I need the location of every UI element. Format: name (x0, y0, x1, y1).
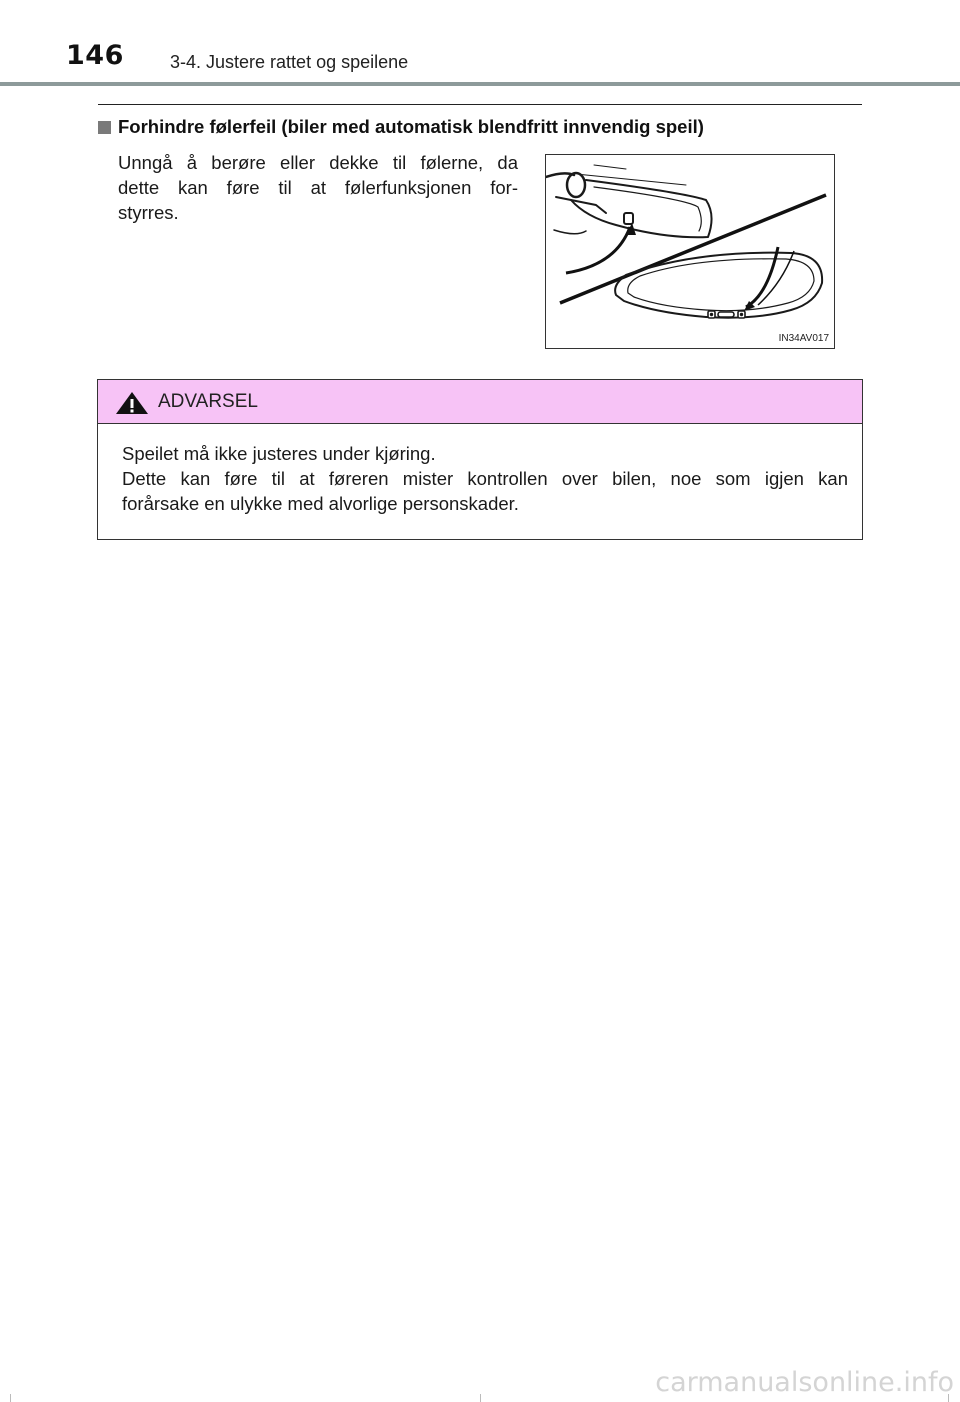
section-heading-text: Forhindre følerfeil (biler med automatisk blendfritt innvendig speil) (118, 116, 704, 137)
warning-line: Dette kan føre til at føreren mister kontrollen over bilen, noe som igjen kan (122, 468, 848, 489)
body-line: styrres. (118, 202, 179, 223)
warning-header (98, 380, 862, 424)
header-divider (0, 82, 960, 86)
figure-code: IN34AV017 (778, 333, 829, 344)
section-divider (98, 104, 862, 105)
warning-box (97, 379, 863, 540)
warning-body (122, 441, 848, 516)
body-line: dette kan føre til at følerfunksjonen for- (118, 177, 518, 198)
warning-line: forårsake en ulykke med alvorlige personskader. (122, 493, 519, 514)
warning-triangle-icon (115, 391, 149, 415)
crop-mark (480, 1394, 481, 1402)
page-number: 146 (66, 40, 124, 71)
crop-mark (10, 1394, 11, 1402)
chapter-title: 3-4. Justere rattet og speilene (170, 52, 409, 72)
watermark: carmanualsonline.info (655, 1367, 954, 1398)
warning-line: Speilet må ikke justeres under kjøring. (122, 443, 436, 464)
square-bullet-icon (98, 121, 111, 134)
section-heading (98, 116, 868, 138)
page-header (0, 0, 960, 90)
mirror-sensor-illustration (545, 154, 835, 349)
warning-title: ADVARSEL (158, 391, 258, 412)
body-line: Unngå å berøre eller dekke til følerne, da (118, 152, 518, 173)
mirror-illustration-graphic (546, 155, 836, 350)
section-body (118, 150, 518, 225)
